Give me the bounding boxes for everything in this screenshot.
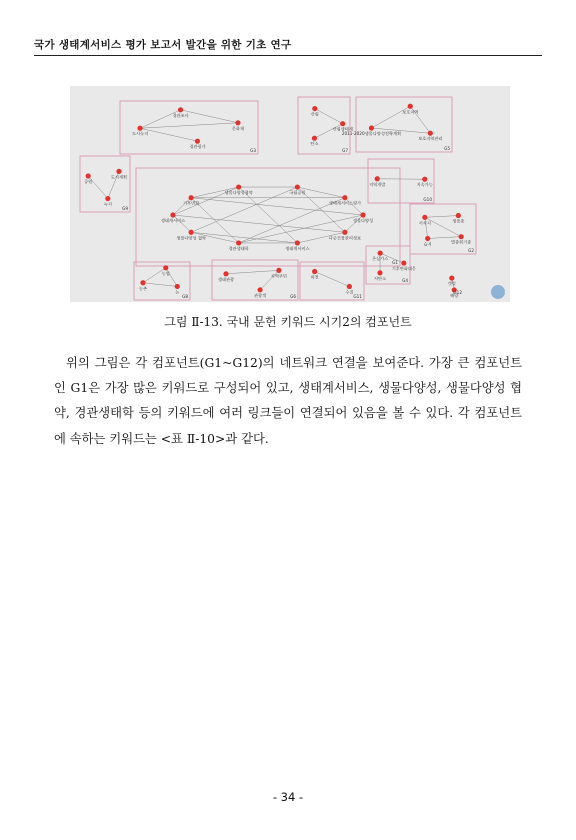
component-g7	[298, 97, 353, 154]
node-label: 온실가스	[372, 256, 389, 262]
network-node	[223, 271, 228, 276]
node-label: 국립공원	[289, 190, 306, 196]
network-edge	[143, 283, 177, 287]
network-node	[449, 275, 454, 280]
network-node	[360, 212, 365, 217]
node-label: 녹지	[103, 201, 112, 207]
network-edge	[140, 123, 238, 128]
network-edge	[428, 237, 461, 239]
network-edge	[239, 187, 298, 243]
network-node	[347, 284, 352, 289]
node-label: 지역주민	[270, 273, 287, 279]
network-node	[276, 268, 281, 273]
node-label: 논	[175, 289, 180, 295]
node-label: 지역개발	[369, 181, 386, 187]
component-g5	[342, 97, 452, 152]
node-label: 경관평가	[189, 144, 206, 150]
node-label: 2011-2020생물다양성전략계획	[341, 131, 402, 137]
network-edge	[140, 128, 197, 141]
node-label: 지속가능	[416, 182, 433, 188]
network-node	[312, 269, 317, 274]
component-g9	[80, 156, 130, 212]
node-label: 기후변화대응	[391, 266, 416, 272]
component-label: G7	[342, 148, 348, 153]
network-edge	[191, 232, 297, 243]
network-edge	[315, 109, 343, 124]
component-g11	[300, 262, 364, 300]
network-node	[86, 173, 91, 178]
network-node	[116, 169, 121, 174]
network-edge	[425, 216, 458, 218]
node-label: 생태계서비스	[285, 245, 310, 251]
header-rule	[34, 55, 542, 56]
node-label: 다중건물관리정보	[328, 235, 362, 241]
node-label: 생물다양성 협약	[176, 235, 206, 241]
component-label: G8	[182, 294, 188, 299]
network-node	[189, 195, 194, 200]
page-number: - 34 -	[272, 790, 304, 804]
node-label: 농촌	[138, 285, 148, 291]
network-node	[422, 215, 427, 220]
network-graph	[70, 86, 510, 302]
component-g1	[136, 168, 400, 266]
component-label: G12	[453, 290, 462, 295]
node-label: 공원	[84, 179, 93, 185]
component-label: G11	[353, 294, 362, 299]
node-label: 생태계서비스	[160, 218, 186, 223]
network-node	[236, 240, 241, 245]
network-edge	[181, 110, 238, 123]
component-g2	[410, 204, 476, 254]
node-label: 보호지역	[402, 109, 419, 115]
node-label: 생물다양성협약	[224, 190, 253, 196]
network-node	[170, 212, 175, 217]
component-label: G4	[402, 278, 408, 283]
network-edge	[173, 215, 345, 232]
network-edge	[315, 272, 350, 287]
network-figure	[70, 86, 510, 302]
network-node	[378, 250, 383, 255]
network-node	[235, 120, 240, 125]
node-label: 서식지	[418, 220, 431, 226]
node-label: 경관생태학	[228, 245, 249, 251]
node-label: 산림생태계	[332, 126, 353, 132]
network-node	[175, 284, 180, 289]
network-node	[401, 260, 406, 265]
network-node	[189, 230, 194, 235]
node-label: 경관조사	[172, 112, 189, 118]
component-g4	[366, 246, 416, 284]
node-label: 생태관광	[217, 276, 235, 282]
node-label: 관광객	[254, 292, 267, 298]
node-label: 기후변화	[183, 200, 200, 206]
component-g10	[368, 159, 434, 203]
network-node	[342, 230, 347, 235]
node-label: 습지	[423, 241, 432, 247]
network-node	[140, 280, 145, 285]
node-label: 저탄소	[373, 275, 387, 281]
network-node	[295, 240, 300, 245]
node-label: 산림	[310, 111, 319, 117]
network-node	[236, 184, 241, 189]
network-node	[408, 104, 413, 109]
node-label: 멸종위기종	[451, 239, 472, 245]
node-label: 탄소	[310, 141, 319, 147]
logo-badge-icon	[491, 285, 505, 299]
node-label: 농업	[161, 270, 170, 276]
node-label: 도시계획	[110, 174, 128, 180]
node-label: 수질	[345, 289, 354, 295]
network-node	[105, 196, 110, 201]
component-g12	[448, 275, 463, 298]
network-node	[163, 265, 168, 270]
component-label: G3	[250, 148, 256, 153]
running-header: 국가 생태계서비스 평가 보고서 발간을 위한 기초 연구	[34, 39, 292, 51]
network-node	[425, 236, 430, 241]
network-node	[369, 125, 374, 130]
network-node	[428, 131, 433, 136]
component-g3	[120, 101, 258, 154]
figure-caption: 그림 Ⅱ-13. 국내 문헌 키워드 시기2의 컴포넌트	[164, 315, 412, 329]
component-label: G6	[290, 294, 296, 299]
network-node	[342, 195, 347, 200]
component-label: G9	[122, 206, 128, 211]
network-node	[459, 234, 464, 239]
network-node	[312, 106, 317, 111]
node-label: 문화재	[231, 125, 245, 131]
network-node	[422, 177, 427, 182]
component-g8	[134, 262, 190, 300]
body-paragraph: 위의 그림은 각 컴포넌트(G1~G12)의 네트워크 연결을 보여준다. 가장 큰 컴포넌트인 G1은 가장 많은 키워드로 구성되어 있고, 생태계서비스, 생물다양성, 생물다양성 협약, 경관생태학 등의 키워드에 여러 링크들이 연결되어 있음을 볼 수 있다. 각 컴포넌트에 속하는 키워드는 <표 Ⅱ-10>과 같다.	[54, 356, 522, 446]
node-label: 생물다양성	[352, 218, 374, 223]
component-box	[356, 97, 452, 152]
component-label: G5	[444, 146, 450, 151]
node-label: 보호지역관리	[418, 136, 443, 142]
network-node	[375, 176, 380, 181]
network-node	[137, 126, 142, 131]
network-node	[295, 184, 300, 189]
component-label: G10	[423, 197, 432, 202]
node-label: 해양	[450, 292, 459, 298]
component-label: G1	[392, 260, 398, 265]
node-label: 생물종	[452, 218, 465, 224]
component-label: G2	[468, 248, 474, 253]
node-label: 갯벌	[447, 281, 456, 287]
network-node	[312, 136, 317, 141]
node-label: 생태계서비스평가	[328, 200, 362, 206]
node-label: 도시녹지	[131, 131, 149, 137]
component-box	[410, 204, 476, 254]
network-node	[195, 139, 200, 144]
component-box	[136, 168, 400, 266]
node-label: 하천	[310, 274, 319, 280]
network-node	[456, 213, 461, 218]
network-node	[257, 287, 262, 292]
network-node	[340, 121, 345, 126]
network-node	[377, 270, 382, 275]
network-node	[178, 107, 183, 112]
